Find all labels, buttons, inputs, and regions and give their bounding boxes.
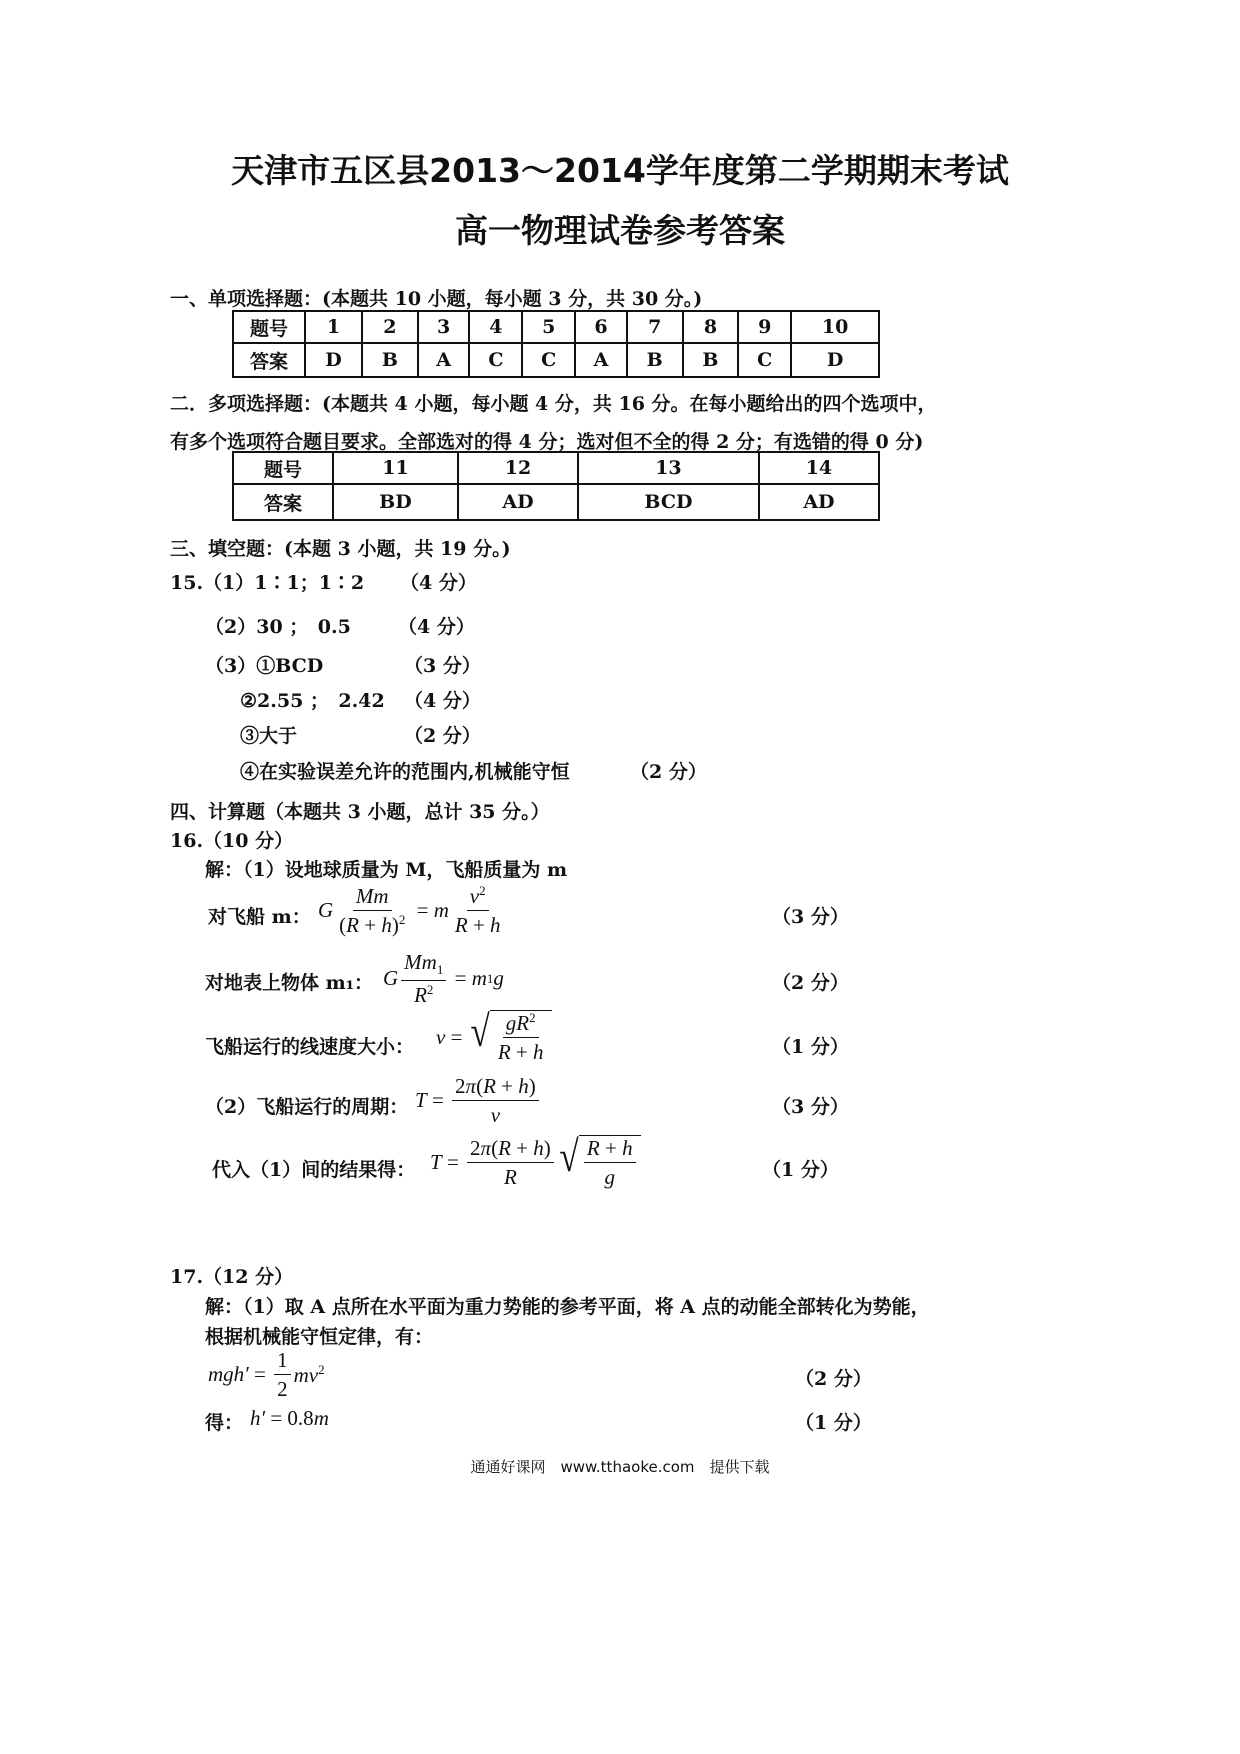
table-1-answer: B [683, 343, 739, 377]
q15-part3-4-score: （2 分） [630, 761, 707, 783]
table-1-header-question: 题号 [233, 311, 305, 343]
q17-intro-2: 根据机械能守恒定律，有： [205, 1326, 434, 1348]
table-1-question: 3 [418, 311, 470, 343]
q16-eq4-formula: T = $\frac{2\pi(R + h)}{v}$ [415, 1074, 542, 1127]
q15-part3-3: ③大于 [240, 725, 298, 747]
table-1-question: 4 [469, 311, 522, 343]
section-2-instructions: 有多个选项符合题目要求。全部选对的得 4 分；选对但不全的得 2 分；有选错的得 0 分) [170, 431, 924, 453]
q15-part3-4: ④在实验误差允许的范围内,机械能守恒 [240, 761, 570, 783]
q15-part2-score: （4 分） [398, 616, 475, 638]
q17-eq1-formula: mgh′ = $\frac{1}{2}$ $mv^2$ [208, 1348, 325, 1402]
q16-eq1-formula: G $\frac{Mm}{(R + h)^2}$ = m $\frac{v^2}{R + h}$ [318, 883, 501, 938]
table-2-header-question: 题号 [233, 452, 333, 484]
q15-part1: 15.（1）1∶1；1∶2 [170, 572, 365, 594]
q16-eq5-formula: T = $\frac{2\pi(R + h)}{R}$ √ $\frac{R + h}{g}$ [430, 1135, 641, 1189]
table-1-question: 1 [305, 311, 362, 343]
q17-heading: 17.（12 分） [170, 1266, 294, 1288]
table-1-question: 7 [627, 311, 683, 343]
section-1-heading: 一、单项选择题：(本题共 10 小题，每小题 3 分，共 30 分。) [170, 288, 703, 310]
q16-eq5-score: （1 分） [762, 1159, 839, 1181]
page-footer: 通通好课网 www.tthaoke.com 提供下载 [470, 1458, 770, 1476]
table-1-answer: B [627, 343, 683, 377]
table-2-answer: AD [458, 484, 578, 520]
q16-eq2-formula: G $\frac{Mm_1}{R^2}$ = m 1 g [383, 950, 504, 1008]
answer-table-1 [232, 310, 880, 378]
q15-part3-2: ②2.55 ； 2.42 [240, 690, 385, 712]
table-1-answer: C [469, 343, 522, 377]
table-1-question: 10 [791, 311, 879, 343]
q16-heading: 16.（10 分） [170, 830, 294, 852]
q16-eq1-label: 对飞船 m： [208, 906, 311, 928]
table-2-question: 14 [759, 452, 879, 484]
page-subtitle: 高一物理试卷参考答案 [455, 211, 785, 250]
section-4-heading: 四、计算题（本题共 3 小题，总计 35 分。） [170, 801, 550, 823]
table-2-question: 13 [578, 452, 759, 484]
q16-eq2-label: 对地表上物体 m₁： [205, 972, 374, 994]
q15-part3-1-score: （3 分） [404, 655, 481, 677]
table-1-answer: C [522, 343, 575, 377]
table-1-question: 6 [575, 311, 627, 343]
table-1-answer: D [305, 343, 362, 377]
table-2-answer: AD [759, 484, 879, 520]
table-2-answer: BCD [578, 484, 759, 520]
q16-eq2-score: （2 分） [772, 972, 849, 994]
table-1-question: 8 [683, 311, 739, 343]
table-2-question: 11 [333, 452, 458, 484]
table-1-header-answer: 答案 [233, 343, 305, 377]
section-2-heading: 二．多项选择题：(本题共 4 小题，每小题 4 分，共 16 分。在每小题给出的四个选项中， [170, 393, 937, 415]
table-1-question: 5 [522, 311, 575, 343]
q16-eq4-score: （3 分） [772, 1096, 849, 1118]
section-3-heading: 三、填空题：(本题 3 小题，共 19 分。) [170, 538, 511, 560]
table-1-answer: A [575, 343, 627, 377]
table-1-answer: D [791, 343, 879, 377]
q16-eq4-label: （2）飞船运行的周期： [205, 1096, 409, 1118]
q16-eq5-label: 代入（1）间的结果得： [212, 1159, 416, 1181]
q17-eq2-formula: h′ = 0.8m [250, 1406, 329, 1430]
q16-intro: 解：（1）设地球质量为 M，飞船质量为 m [205, 859, 568, 881]
table-1-answer: C [738, 343, 791, 377]
q15-part3-1: （3）①BCD [205, 655, 324, 677]
q16-eq1-score: （3 分） [772, 906, 849, 928]
table-2-header-answer: 答案 [233, 484, 333, 520]
table-2-question: 12 [458, 452, 578, 484]
q15-part1-score: （4 分） [400, 572, 477, 594]
table-1-answer: A [418, 343, 470, 377]
q17-eq1-score: （2 分） [795, 1368, 872, 1390]
q15-part2: （2）30 ； 0.5 [205, 616, 351, 638]
table-1-question: 2 [362, 311, 418, 343]
q15-part3-2-score: （4 分） [404, 690, 481, 712]
q17-eq2-label: 得： [205, 1412, 244, 1434]
page-title: 天津市五区县2013～2014学年度第二学期期末考试 [231, 151, 1009, 190]
table-1-answer: B [362, 343, 418, 377]
table-1-question: 9 [738, 311, 791, 343]
answer-table-2 [232, 451, 880, 521]
q16-eq3-formula: v = √ $\frac{gR^2}{R + h}$ [436, 1010, 552, 1064]
q16-eq3-score: （1 分） [772, 1036, 849, 1058]
q16-eq3-label: 飞船运行的线速度大小： [205, 1036, 415, 1058]
q17-intro-1: 解：（1）取 A 点所在水平面为重力势能的参考平面，将 A 点的动能全部转化为势能， [205, 1296, 930, 1318]
table-2-answer: BD [333, 484, 458, 520]
q15-part3-3-score: （2 分） [404, 725, 481, 747]
q17-eq2-score: （1 分） [795, 1412, 872, 1434]
